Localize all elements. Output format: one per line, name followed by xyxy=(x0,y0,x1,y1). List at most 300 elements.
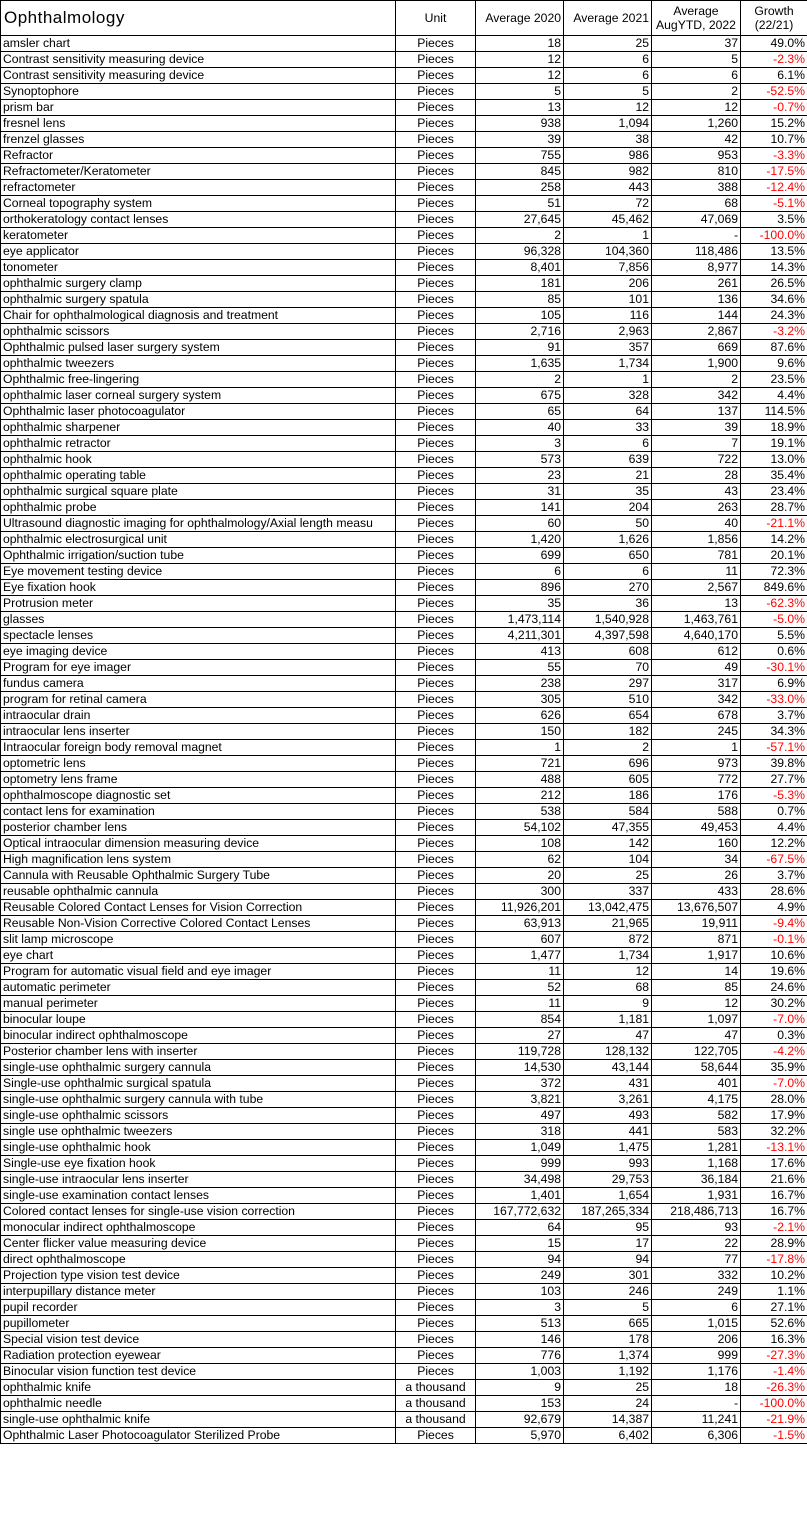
growth-cell: -7.0% xyxy=(741,1012,807,1028)
unit-cell: Pieces xyxy=(396,548,476,564)
item-name-cell: Synoptophore xyxy=(1,84,396,100)
unit-cell: Pieces xyxy=(396,116,476,132)
growth-cell: 14.3% xyxy=(741,260,807,276)
table-row xyxy=(1,1140,807,1156)
avg-2021-cell: 25 xyxy=(564,868,652,884)
growth-cell: 13.5% xyxy=(741,244,807,260)
avg-2021-cell: 270 xyxy=(564,580,652,596)
item-name-cell: eye chart xyxy=(1,948,396,964)
item-name-cell: fresnel lens xyxy=(1,116,396,132)
growth-cell: -7.0% xyxy=(741,1076,807,1092)
unit-cell: Pieces xyxy=(396,340,476,356)
avg-2020-cell: 12 xyxy=(476,52,564,68)
avg-2021-cell: 186 xyxy=(564,788,652,804)
avg-2022-cell: 612 xyxy=(652,644,741,660)
avg-2020-cell: 1,635 xyxy=(476,356,564,372)
item-name-cell: glasses xyxy=(1,612,396,628)
avg-2020-cell: 573 xyxy=(476,452,564,468)
avg-2020-cell: 13 xyxy=(476,100,564,116)
item-name-cell: slit lamp microscope xyxy=(1,932,396,948)
unit-cell: Pieces xyxy=(396,1364,476,1380)
item-name-cell: Contrast sensitivity measuring device xyxy=(1,68,396,84)
unit-cell: Pieces xyxy=(396,1012,476,1028)
table-row xyxy=(1,1172,807,1188)
growth-cell: 35.4% xyxy=(741,468,807,484)
item-name-cell: Ophthalmic laser photocoagulator xyxy=(1,404,396,420)
table-row xyxy=(1,740,807,756)
item-name-cell: Binocular vision function test device xyxy=(1,1364,396,1380)
item-name-cell: single use ophthalmic tweezers xyxy=(1,1124,396,1140)
growth-cell: -3.3% xyxy=(741,148,807,164)
item-name-cell: refractometer xyxy=(1,180,396,196)
item-name-cell: Reusable Non-Vision Corrective Colored Contact Lenses xyxy=(1,916,396,932)
item-name-cell: ophthalmic tweezers xyxy=(1,356,396,372)
avg-2022-cell: 973 xyxy=(652,756,741,772)
avg-2020-cell: 14,530 xyxy=(476,1060,564,1076)
growth-cell: 20.1% xyxy=(741,548,807,564)
unit-cell: Pieces xyxy=(396,260,476,276)
avg-2021-cell: 1,374 xyxy=(564,1348,652,1364)
avg-2021-cell: 1,540,928 xyxy=(564,612,652,628)
item-name-cell: eye applicator xyxy=(1,244,396,260)
avg-2021-cell: 47,355 xyxy=(564,820,652,836)
avg-2020-cell: 2 xyxy=(476,372,564,388)
table-row xyxy=(1,1252,807,1268)
avg-2020-cell: 11,926,201 xyxy=(476,900,564,916)
item-name-cell: Ophthalmic irrigation/suction tube xyxy=(1,548,396,564)
avg-2021-cell: 608 xyxy=(564,644,652,660)
avg-2020-cell: 23 xyxy=(476,468,564,484)
avg-2021-cell: 187,265,334 xyxy=(564,1204,652,1220)
item-name-cell: Ophthalmic pulsed laser surgery system xyxy=(1,340,396,356)
avg-2021-cell: 13,042,475 xyxy=(564,900,652,916)
avg-2021-cell: 116 xyxy=(564,308,652,324)
growth-cell: 1.1% xyxy=(741,1284,807,1300)
avg-2022-cell: 245 xyxy=(652,724,741,740)
growth-cell: -5.3% xyxy=(741,788,807,804)
item-name-cell: Posterior chamber lens with inserter xyxy=(1,1044,396,1060)
unit-cell: Pieces xyxy=(396,484,476,500)
avg-2022-cell: 6 xyxy=(652,1300,741,1316)
avg-2020-cell: 896 xyxy=(476,580,564,596)
avg-2022-cell: 43 xyxy=(652,484,741,500)
growth-cell: 16.7% xyxy=(741,1204,807,1220)
unit-cell: Pieces xyxy=(396,884,476,900)
avg-2020-cell: 105 xyxy=(476,308,564,324)
avg-2021-cell: 50 xyxy=(564,516,652,532)
growth-cell: 10.2% xyxy=(741,1268,807,1284)
item-name-cell: Projection type vision test device xyxy=(1,1268,396,1284)
table-row xyxy=(1,180,807,196)
growth-cell: -21.9% xyxy=(741,1412,807,1428)
table-row xyxy=(1,628,807,644)
table-row xyxy=(1,884,807,900)
avg-2020-cell: 35 xyxy=(476,596,564,612)
avg-2021-cell: 2,963 xyxy=(564,324,652,340)
avg-2022-cell: 953 xyxy=(652,148,741,164)
growth-cell: 0.3% xyxy=(741,1028,807,1044)
table-row xyxy=(1,516,807,532)
item-name-cell: Protrusion meter xyxy=(1,596,396,612)
item-name-cell: binocular indirect ophthalmoscope xyxy=(1,1028,396,1044)
avg-2020-cell: 1,477 xyxy=(476,948,564,964)
item-name-cell: Eye movement testing device xyxy=(1,564,396,580)
avg-2020-cell: 150 xyxy=(476,724,564,740)
table-row xyxy=(1,1380,807,1396)
table-row xyxy=(1,1044,807,1060)
growth-cell: 6.1% xyxy=(741,68,807,84)
unit-cell: Pieces xyxy=(396,1060,476,1076)
avg-2020-cell: 60 xyxy=(476,516,564,532)
unit-cell: Pieces xyxy=(396,1028,476,1044)
avg-2021-cell: 297 xyxy=(564,676,652,692)
avg-2020-cell: 488 xyxy=(476,772,564,788)
unit-cell: Pieces xyxy=(396,916,476,932)
avg-2022-cell: 14 xyxy=(652,964,741,980)
growth-cell: 16.3% xyxy=(741,1332,807,1348)
item-name-cell: ophthalmic electrosurgical unit xyxy=(1,532,396,548)
avg-2021-cell: 36 xyxy=(564,596,652,612)
avg-2021-cell: 1,654 xyxy=(564,1188,652,1204)
avg-2020-cell: 607 xyxy=(476,932,564,948)
item-name-cell: ophthalmic laser corneal surgery system xyxy=(1,388,396,404)
avg-2021-cell: 6 xyxy=(564,564,652,580)
unit-cell: Pieces xyxy=(396,36,476,52)
growth-cell: 17.9% xyxy=(741,1108,807,1124)
avg-2022-cell: 7 xyxy=(652,436,741,452)
item-name-cell: pupil recorder xyxy=(1,1300,396,1316)
table-row xyxy=(1,1060,807,1076)
growth-cell: -5.0% xyxy=(741,612,807,628)
table-row xyxy=(1,212,807,228)
growth-cell: 52.6% xyxy=(741,1316,807,1332)
avg-2022-cell: 36,184 xyxy=(652,1172,741,1188)
avg-2022-cell: 13,676,507 xyxy=(652,900,741,916)
unit-cell: Pieces xyxy=(396,948,476,964)
item-name-cell: Optical intraocular dimension measuring device xyxy=(1,836,396,852)
unit-cell: Pieces xyxy=(396,1172,476,1188)
growth-cell: 4.4% xyxy=(741,820,807,836)
growth-cell: 17.6% xyxy=(741,1156,807,1172)
table-row xyxy=(1,228,807,244)
growth-cell: 3.7% xyxy=(741,868,807,884)
avg-2020-cell: 11 xyxy=(476,996,564,1012)
avg-2020-cell: 1,420 xyxy=(476,532,564,548)
avg-2022-cell: 176 xyxy=(652,788,741,804)
item-name-cell: prism bar xyxy=(1,100,396,116)
table-row xyxy=(1,164,807,180)
avg-2020-cell: 65 xyxy=(476,404,564,420)
item-name-cell: fundus camera xyxy=(1,676,396,692)
avg-2021-cell: 696 xyxy=(564,756,652,772)
avg-2022-cell: 342 xyxy=(652,388,741,404)
avg-2020-cell: 497 xyxy=(476,1108,564,1124)
avg-2022-cell: 772 xyxy=(652,772,741,788)
growth-cell: 26.5% xyxy=(741,276,807,292)
growth-cell: 114.5% xyxy=(741,404,807,420)
table-row xyxy=(1,772,807,788)
table-row xyxy=(1,468,807,484)
growth-cell: 21.6% xyxy=(741,1172,807,1188)
unit-cell: Pieces xyxy=(396,964,476,980)
unit-cell: Pieces xyxy=(396,388,476,404)
avg-2022-cell: 317 xyxy=(652,676,741,692)
unit-cell: Pieces xyxy=(396,1348,476,1364)
avg-2022-cell: 144 xyxy=(652,308,741,324)
growth-cell: 15.2% xyxy=(741,116,807,132)
table-row xyxy=(1,148,807,164)
avg-2022-cell: 5 xyxy=(652,52,741,68)
unit-cell: Pieces xyxy=(396,52,476,68)
avg-2022-cell: 2 xyxy=(652,372,741,388)
avg-2021-cell: 204 xyxy=(564,500,652,516)
avg-2021-cell: 584 xyxy=(564,804,652,820)
avg-2020-cell: 63,913 xyxy=(476,916,564,932)
avg-2020-cell: 51 xyxy=(476,196,564,212)
growth-cell: 24.6% xyxy=(741,980,807,996)
avg-2020-cell: 108 xyxy=(476,836,564,852)
growth-cell: 10.6% xyxy=(741,948,807,964)
item-name-cell: ophthalmic surgery clamp xyxy=(1,276,396,292)
avg-2020-cell: 153 xyxy=(476,1396,564,1412)
unit-cell: Pieces xyxy=(396,1124,476,1140)
item-name-cell: manual perimeter xyxy=(1,996,396,1012)
unit-cell: Pieces xyxy=(396,324,476,340)
avg-2022-cell: 218,486,713 xyxy=(652,1204,741,1220)
avg-2021-cell: 493 xyxy=(564,1108,652,1124)
item-name-cell: direct ophthalmoscope xyxy=(1,1252,396,1268)
avg-2022-cell: 810 xyxy=(652,164,741,180)
item-name-cell: monocular indirect ophthalmoscope xyxy=(1,1220,396,1236)
item-name-cell: pupillometer xyxy=(1,1316,396,1332)
table-row xyxy=(1,52,807,68)
item-name-cell: single-use ophthalmic hook xyxy=(1,1140,396,1156)
item-name-cell: Single-use eye fixation hook xyxy=(1,1156,396,1172)
avg-2021-cell: 357 xyxy=(564,340,652,356)
unit-cell: Pieces xyxy=(396,628,476,644)
growth-cell: -100.0% xyxy=(741,1396,807,1412)
table-row xyxy=(1,1012,807,1028)
avg-2022-cell: 588 xyxy=(652,804,741,820)
avg-2020-cell: 1,401 xyxy=(476,1188,564,1204)
growth-cell: -13.1% xyxy=(741,1140,807,1156)
avg-2021-cell: 650 xyxy=(564,548,652,564)
growth-cell: -67.5% xyxy=(741,852,807,868)
unit-cell: Pieces xyxy=(396,372,476,388)
avg-2021-cell: 6 xyxy=(564,52,652,68)
avg-2020-cell: 249 xyxy=(476,1268,564,1284)
avg-2022-cell: 206 xyxy=(652,1332,741,1348)
avg-2020-cell: 513 xyxy=(476,1316,564,1332)
growth-cell: -0.1% xyxy=(741,932,807,948)
growth-cell: 4.4% xyxy=(741,388,807,404)
item-name-cell: Program for eye imager xyxy=(1,660,396,676)
unit-cell: Pieces xyxy=(396,452,476,468)
growth-cell: 32.2% xyxy=(741,1124,807,1140)
avg-2022-cell: 1,931 xyxy=(652,1188,741,1204)
avg-2020-cell: 18 xyxy=(476,36,564,52)
avg-2021-cell: 72 xyxy=(564,196,652,212)
avg-2020-cell: 238 xyxy=(476,676,564,692)
avg-2021-cell: 441 xyxy=(564,1124,652,1140)
growth-cell: 0.7% xyxy=(741,804,807,820)
table-row xyxy=(1,996,807,1012)
unit-cell: Pieces xyxy=(396,468,476,484)
avg-2021-cell: 101 xyxy=(564,292,652,308)
avg-2022-cell: 1,260 xyxy=(652,116,741,132)
table-row xyxy=(1,372,807,388)
item-name-cell: ophthalmic operating table xyxy=(1,468,396,484)
item-name-cell: single-use ophthalmic surgery cannula xyxy=(1,1060,396,1076)
avg-2021-cell: 1 xyxy=(564,228,652,244)
avg-2022-cell: 4,175 xyxy=(652,1092,741,1108)
avg-2021-cell: 47 xyxy=(564,1028,652,1044)
growth-cell: 23.4% xyxy=(741,484,807,500)
unit-cell: Pieces xyxy=(396,564,476,580)
item-name-cell: contact lens for examination xyxy=(1,804,396,820)
growth-cell: 27.1% xyxy=(741,1300,807,1316)
table-row xyxy=(1,756,807,772)
table-row xyxy=(1,788,807,804)
unit-cell: Pieces xyxy=(396,1332,476,1348)
item-name-cell: spectacle lenses xyxy=(1,628,396,644)
avg-2022-cell: 6 xyxy=(652,68,741,84)
unit-cell: Pieces xyxy=(396,500,476,516)
avg-2022-cell: 39 xyxy=(652,420,741,436)
avg-2020-cell: 52 xyxy=(476,980,564,996)
unit-cell: Pieces xyxy=(396,1156,476,1172)
item-name-cell: reusable ophthalmic cannula xyxy=(1,884,396,900)
growth-cell: 24.3% xyxy=(741,308,807,324)
avg-2020-cell: 94 xyxy=(476,1252,564,1268)
avg-2022-cell: 8,977 xyxy=(652,260,741,276)
table-row xyxy=(1,932,807,948)
avg-2020-cell: 55 xyxy=(476,660,564,676)
item-name-cell: intraocular drain xyxy=(1,708,396,724)
unit-cell: Pieces xyxy=(396,180,476,196)
item-name-cell: High magnification lens system xyxy=(1,852,396,868)
unit-cell: Pieces xyxy=(396,1204,476,1220)
growth-cell: 5.5% xyxy=(741,628,807,644)
avg-2020-cell: 62 xyxy=(476,852,564,868)
unit-cell: Pieces xyxy=(396,164,476,180)
growth-cell: 87.6% xyxy=(741,340,807,356)
table-row xyxy=(1,948,807,964)
unit-cell: Pieces xyxy=(396,1428,476,1444)
table-row xyxy=(1,196,807,212)
avg-2021-cell: 654 xyxy=(564,708,652,724)
avg-2021-cell: 993 xyxy=(564,1156,652,1172)
unit-cell: Pieces xyxy=(396,1284,476,1300)
item-name-cell: ophthalmic surgery spatula xyxy=(1,292,396,308)
growth-cell: -52.5% xyxy=(741,84,807,100)
growth-cell: 23.5% xyxy=(741,372,807,388)
avg-2020-cell: 675 xyxy=(476,388,564,404)
item-name-cell: ophthalmic retractor xyxy=(1,436,396,452)
growth-cell: 35.9% xyxy=(741,1060,807,1076)
avg-2020-cell: 318 xyxy=(476,1124,564,1140)
growth-cell: -4.2% xyxy=(741,1044,807,1060)
growth-cell: 19.6% xyxy=(741,964,807,980)
table-row xyxy=(1,580,807,596)
table-row xyxy=(1,452,807,468)
table-row xyxy=(1,84,807,100)
avg-2021-cell: 1,192 xyxy=(564,1364,652,1380)
avg-2022-cell: 583 xyxy=(652,1124,741,1140)
growth-cell: 4.9% xyxy=(741,900,807,916)
unit-cell: Pieces xyxy=(396,612,476,628)
avg-2021-cell: 301 xyxy=(564,1268,652,1284)
avg-2021-cell: 182 xyxy=(564,724,652,740)
growth-cell: 28.6% xyxy=(741,884,807,900)
unit-cell: Pieces xyxy=(396,900,476,916)
item-name-cell: ophthalmic sharpener xyxy=(1,420,396,436)
avg-2021-cell: 1,475 xyxy=(564,1140,652,1156)
item-name-cell: Special vision test device xyxy=(1,1332,396,1348)
avg-2022-cell: 42 xyxy=(652,132,741,148)
unit-cell: Pieces xyxy=(396,852,476,868)
item-name-cell: Contrast sensitivity measuring device xyxy=(1,52,396,68)
unit-cell: Pieces xyxy=(396,148,476,164)
avg-2020-header: Average 2020 xyxy=(476,1,564,36)
unit-cell: Pieces xyxy=(396,212,476,228)
table-row xyxy=(1,916,807,932)
avg-2021-cell: 17 xyxy=(564,1236,652,1252)
avg-2022-cell: 49 xyxy=(652,660,741,676)
avg-2022-cell: 58,644 xyxy=(652,1060,741,1076)
avg-2022-cell: 136 xyxy=(652,292,741,308)
avg-2020-cell: 626 xyxy=(476,708,564,724)
avg-2022-cell: 47 xyxy=(652,1028,741,1044)
item-name-cell: Reusable Colored Contact Lenses for Vision Correction xyxy=(1,900,396,916)
avg-2020-cell: 34,498 xyxy=(476,1172,564,1188)
avg-2022-cell: 1,168 xyxy=(652,1156,741,1172)
item-name-cell: ophthalmic probe xyxy=(1,500,396,516)
item-name-cell: Cannula with Reusable Ophthalmic Surgery Tube xyxy=(1,868,396,884)
avg-2020-cell: 92,679 xyxy=(476,1412,564,1428)
avg-2020-cell: 27,645 xyxy=(476,212,564,228)
growth-cell: -30.1% xyxy=(741,660,807,676)
item-name-cell: Colored contact lenses for single-use vision correction xyxy=(1,1204,396,1220)
table-row xyxy=(1,644,807,660)
unit-cell: Pieces xyxy=(396,804,476,820)
avg-2022-cell: 122,705 xyxy=(652,1044,741,1060)
table-row xyxy=(1,612,807,628)
avg-2022-cell: 999 xyxy=(652,1348,741,1364)
growth-cell: -3.2% xyxy=(741,324,807,340)
avg-2020-cell: 103 xyxy=(476,1284,564,1300)
avg-2022-cell: 4,640,170 xyxy=(652,628,741,644)
table-row xyxy=(1,676,807,692)
avg-2022-cell: 1,463,761 xyxy=(652,612,741,628)
growth-cell: 0.6% xyxy=(741,644,807,660)
avg-2021-cell: 328 xyxy=(564,388,652,404)
avg-2022-cell: 388 xyxy=(652,180,741,196)
avg-2021-cell: 64 xyxy=(564,404,652,420)
avg-2022-cell: 669 xyxy=(652,340,741,356)
avg-2021-cell: 35 xyxy=(564,484,652,500)
avg-2020-cell: 31 xyxy=(476,484,564,500)
item-name-cell: ophthalmic needle xyxy=(1,1396,396,1412)
item-name-cell: orthokeratology contact lenses xyxy=(1,212,396,228)
unit-cell: Pieces xyxy=(396,1268,476,1284)
growth-cell: -9.4% xyxy=(741,916,807,932)
avg-2020-cell: 1 xyxy=(476,740,564,756)
table-body xyxy=(1,36,807,1444)
table-title: Ophthalmology xyxy=(1,1,396,36)
avg-2021-cell: 104 xyxy=(564,852,652,868)
unit-cell: Pieces xyxy=(396,740,476,756)
